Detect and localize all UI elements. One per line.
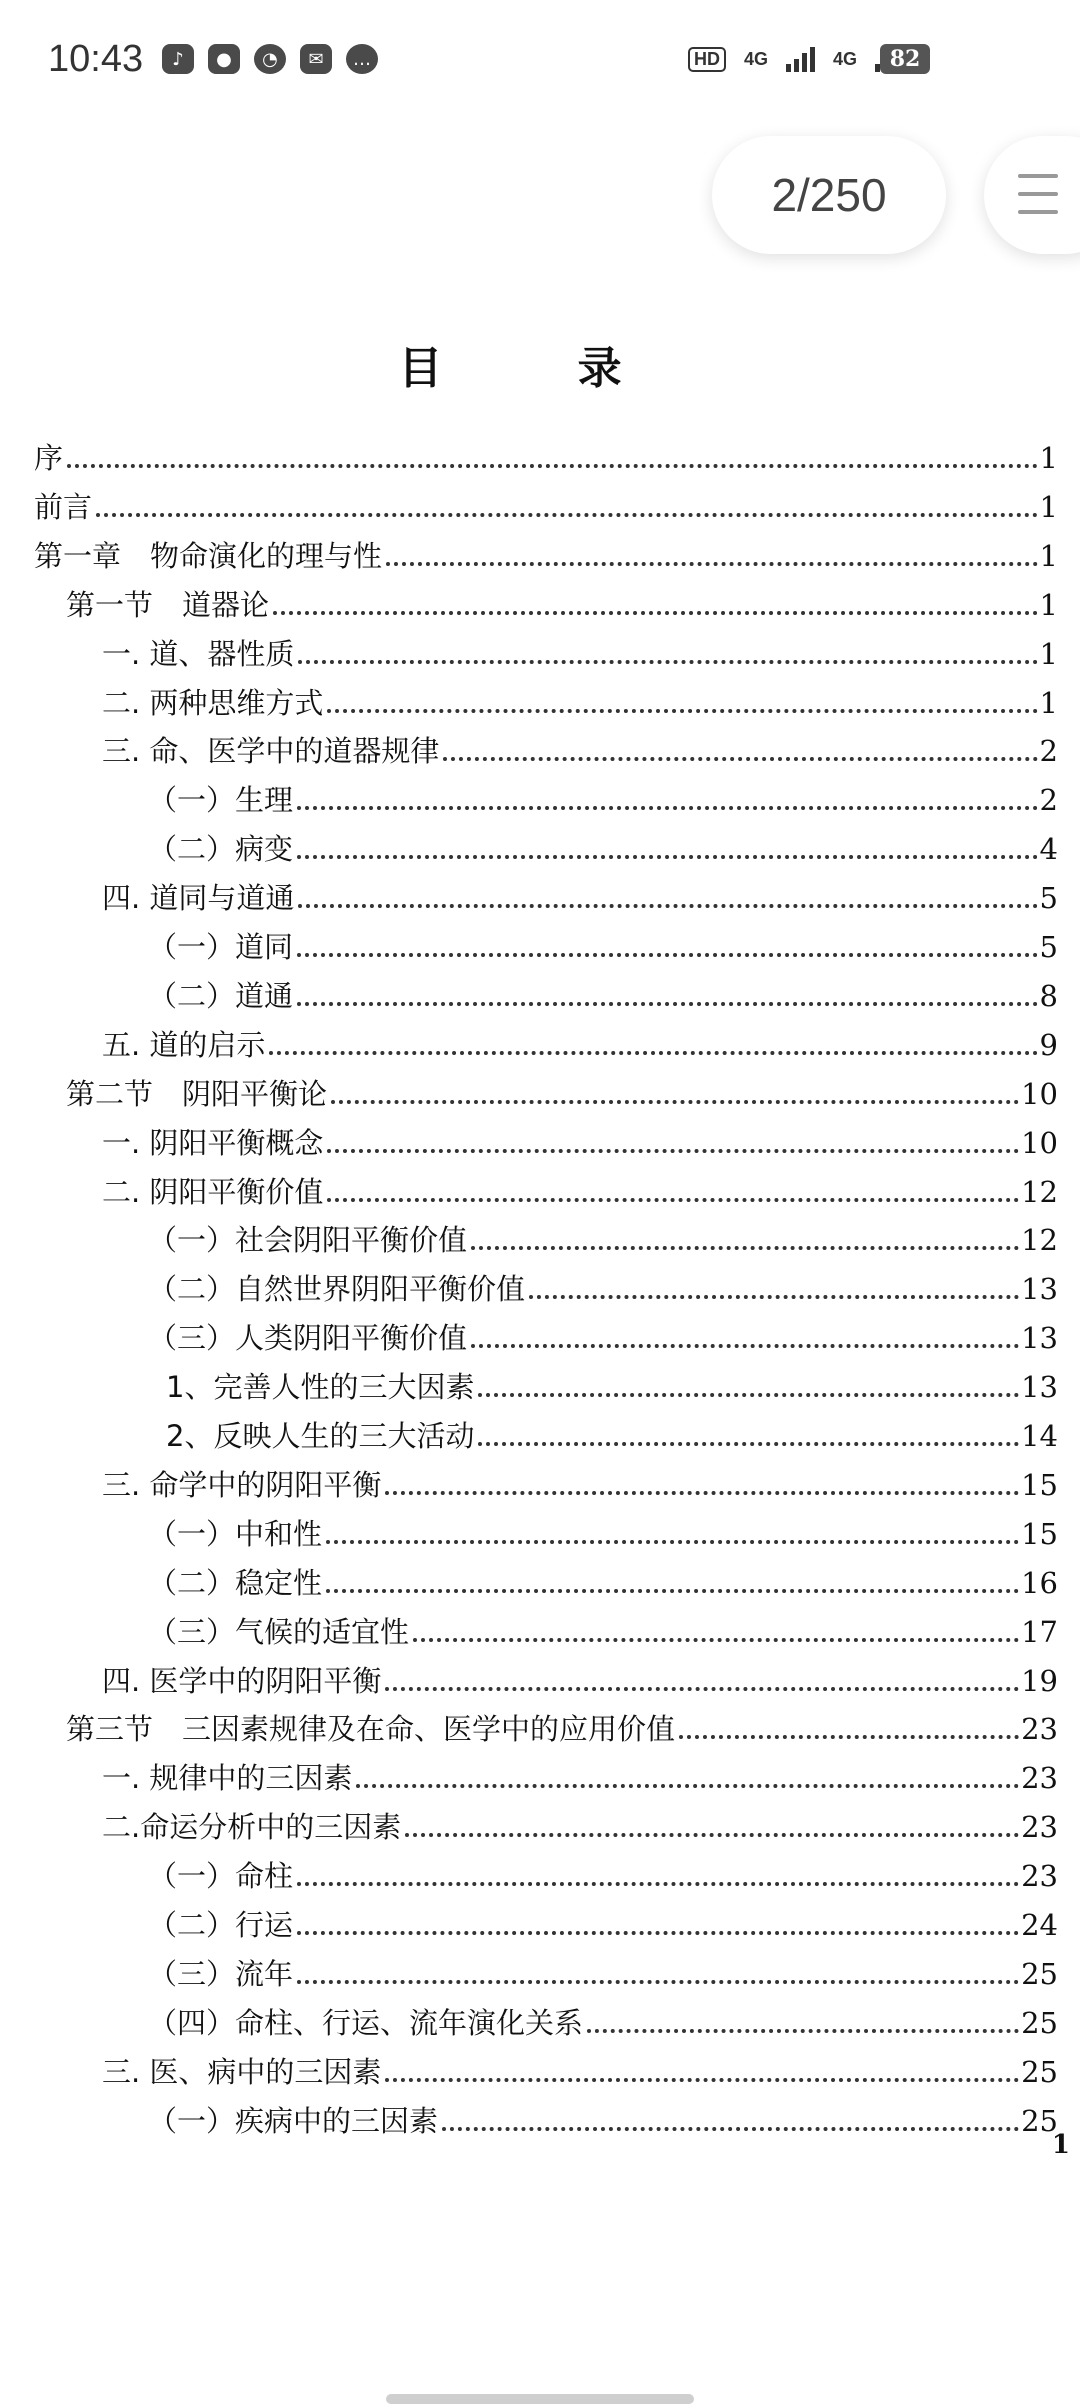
battery-icon (880, 44, 930, 74)
toc-entry-label: 四. 道同与道通 (102, 881, 295, 916)
toc-entry-page: 1 (1039, 587, 1058, 622)
toc-entry-page: 14 (1021, 1419, 1058, 1453)
toc-leader-dots (298, 904, 1037, 908)
toc-entry-page: 2 (1039, 783, 1058, 818)
toc-entry-label: 2、反映人生的三大活动 (166, 1419, 475, 1453)
toc-entry[interactable] (102, 870, 1058, 918)
toc-entry-page: 25 (1021, 1956, 1058, 1991)
page-indicator-label: 2/250 (771, 169, 887, 221)
toc-entry-label: （二）自然世界阴阳平衡价值 (148, 1272, 526, 1307)
toc-entry-label: 第一节 道器论 (66, 587, 270, 622)
notification-icons (162, 44, 378, 74)
toc-entry-page: 25 (1021, 2103, 1058, 2138)
wechat-icon: ● (208, 44, 240, 74)
toc-entry-page: 23 (1021, 1712, 1058, 1747)
toc-entry-page: 23 (1021, 1761, 1058, 1796)
toc-entry-page: 15 (1021, 1516, 1058, 1551)
toc-entry-label: 一. 规律中的三因素 (102, 1761, 353, 1796)
toc-entry[interactable] (148, 772, 1058, 820)
toc-entry[interactable] (148, 1310, 1058, 1358)
toc-entry[interactable] (148, 1848, 1058, 1896)
toc-leader-dots (326, 1589, 1019, 1593)
menu-button[interactable] (984, 136, 1080, 254)
toc-entry-label: （一）命柱 (148, 1859, 294, 1894)
toc-entry[interactable] (148, 919, 1058, 967)
toc-entry-label: 三. 医、病中的三因素 (102, 2054, 382, 2089)
toc-leader-dots (331, 1100, 1019, 1104)
toc-entry[interactable] (102, 1653, 1058, 1701)
toc-leader-dots (385, 1687, 1019, 1691)
toc-entry-label: 三. 命学中的阴阳平衡 (102, 1467, 382, 1502)
toc-entry-label: （一）道同 (148, 930, 294, 964)
toc-entry-label: （四）命柱、行运、流年演化关系 (148, 2005, 584, 2040)
toc-entry-page: 15 (1021, 1467, 1058, 1502)
toc-entry[interactable] (34, 430, 1058, 478)
battery-level: 82 (880, 44, 930, 74)
toc-entry[interactable] (166, 1408, 1058, 1456)
signal-icon (786, 46, 815, 72)
browser-icon: ◔ (254, 44, 286, 74)
toc-entry-page: 25 (1021, 2054, 1058, 2089)
toc-entry-page: 1 (1039, 685, 1058, 720)
toc-entry[interactable] (66, 1066, 1058, 1114)
toc-entry-page: 10 (1021, 1125, 1058, 1160)
status-bar (0, 0, 1080, 130)
toc-entry-page: 10 (1021, 1076, 1058, 1111)
toc-entry-page: 17 (1021, 1614, 1058, 1649)
network-label-2: 4G (832, 48, 857, 69)
toc-entry[interactable] (102, 1115, 1058, 1163)
toc-entry[interactable] (102, 1799, 1058, 1847)
toc-entry[interactable] (148, 1212, 1058, 1260)
toc-leader-dots (297, 1882, 1019, 1886)
footer-page-number: 1 (1051, 2130, 1070, 2160)
toc-entry-label: （一）生理 (148, 783, 294, 818)
network-label-1: 4G (743, 48, 768, 69)
toc-entry[interactable] (102, 675, 1058, 723)
toc-entry-page: 24 (1021, 1908, 1058, 1942)
toc-leader-dots (297, 1002, 1038, 1006)
toc-entry-page: 12 (1021, 1223, 1058, 1258)
toc-entry[interactable] (102, 2044, 1058, 2092)
toc-leader-dots (385, 1491, 1019, 1495)
toc-leader-dots (443, 757, 1037, 761)
toc-entry-label: （二）道通 (148, 978, 294, 1013)
toc-leader-dots (413, 1638, 1019, 1642)
toc-entry[interactable] (102, 1457, 1058, 1505)
toc-leader-dots (478, 1393, 1019, 1397)
toc-entry-label: 五. 道的启示 (102, 1027, 266, 1062)
toc-leader-dots (385, 2078, 1019, 2082)
toc-entry-label: 序 (34, 441, 64, 475)
toc-leader-dots (529, 1295, 1019, 1299)
toc-entry-label: 四. 医学中的阴阳平衡 (102, 1663, 382, 1698)
mail-icon: ✉ (300, 44, 332, 74)
toc-entry-page: 9 (1039, 1027, 1058, 1062)
toc-entry-page: 1 (1039, 489, 1058, 524)
toc-entry[interactable] (166, 1359, 1058, 1407)
toc-entry-page: 25 (1021, 2005, 1058, 2040)
toc-leader-dots (297, 1980, 1019, 1984)
toc-leader-dots (297, 806, 1038, 810)
toc-entry-page: 13 (1021, 1321, 1058, 1356)
toc-entry-page: 23 (1021, 1859, 1058, 1894)
toc-entry-page: 5 (1039, 930, 1058, 964)
toc-leader-dots (297, 1931, 1019, 1935)
toc-entry-label: （二）行运 (148, 1908, 294, 1942)
toc-entry-page: 1 (1039, 636, 1058, 671)
toc-entry-label: （二）稳定性 (148, 1565, 323, 1600)
toc-entry-label: （三）流年 (148, 1956, 294, 1991)
network-indicators (688, 46, 904, 72)
toc-entry[interactable] (148, 821, 1058, 869)
toc-leader-dots (96, 513, 1038, 517)
toc-entry-page: 1 (1039, 538, 1058, 573)
toc-entry[interactable] (102, 626, 1058, 674)
toc-entry-page: 4 (1039, 832, 1058, 867)
toc-entry-page: 19 (1021, 1663, 1058, 1698)
toc-leader-dots (478, 1442, 1019, 1446)
toc-leader-dots (327, 1149, 1019, 1153)
toc-entry-page: 12 (1021, 1174, 1058, 1209)
toc-leader-dots (326, 1540, 1019, 1544)
toc-entry[interactable] (148, 1995, 1058, 2043)
toc-entry-label: 一. 道、器性质 (102, 636, 295, 671)
toc-leader-dots (297, 953, 1038, 957)
toc-entry-page: 1 (1039, 441, 1058, 475)
toc-entry[interactable] (148, 1946, 1058, 1994)
toc-leader-dots (67, 464, 1038, 468)
toc-leader-dots (587, 2029, 1019, 2033)
toc-entry-label: 第一章 物命演化的理与性 (34, 538, 383, 573)
toc-entry-label: 第二节 阴阳平衡论 (66, 1076, 328, 1111)
toc-entry[interactable] (148, 1506, 1058, 1554)
message-icon: … (346, 44, 378, 74)
toc-entry[interactable] (102, 1750, 1058, 1798)
toc-leader-dots (356, 1784, 1019, 1788)
toc-entry-label: 二. 阴阳平衡价值 (102, 1174, 324, 1209)
toc-entry[interactable] (148, 1261, 1058, 1309)
toc-leader-dots (273, 611, 1038, 615)
toc-leader-dots (442, 2127, 1019, 2131)
toc-entry[interactable] (34, 528, 1058, 576)
toc-entry[interactable] (148, 1897, 1058, 1945)
toc-entry[interactable] (148, 1555, 1058, 1603)
status-time: 10:43 (48, 38, 144, 80)
toc-entry-label: 一. 阴阳平衡概念 (102, 1125, 324, 1160)
toc-leader-dots (269, 1051, 1037, 1055)
document-title: 目 录 (398, 343, 682, 394)
toc-leader-dots (386, 562, 1038, 566)
toc-leader-dots (298, 660, 1037, 664)
toc-entry-label: 二.命运分析中的三因素 (102, 1810, 402, 1845)
toc-entry-label: 二. 两种思维方式 (102, 685, 324, 720)
toc-entry[interactable] (148, 968, 1058, 1016)
toc-entry[interactable] (148, 2093, 1058, 2141)
toc-entry-page: 13 (1021, 1272, 1058, 1307)
toc-entry-label: （三）人类阴阳平衡价值 (148, 1321, 468, 1356)
toc-entry[interactable] (102, 1017, 1058, 1065)
toc-entry-page: 2 (1039, 734, 1058, 769)
toc-entry[interactable] (34, 479, 1058, 527)
toc-leader-dots (471, 1344, 1019, 1348)
toc-entry-page: 8 (1039, 978, 1058, 1013)
toc-entry-page: 16 (1021, 1565, 1058, 1600)
toc-entry[interactable] (102, 1164, 1058, 1212)
toc-entry[interactable] (66, 1701, 1058, 1749)
toc-entry-label: （二）病变 (148, 832, 294, 867)
hd-badge: HD (688, 47, 726, 72)
menu-icon (1018, 174, 1058, 228)
toc-entry-label: （一）中和性 (148, 1516, 323, 1551)
toc-entry[interactable] (148, 1604, 1058, 1652)
douyin-icon: ♪ (162, 44, 194, 74)
toc-leader-dots (471, 1246, 1019, 1250)
toc-entry-label: （一）疾病中的三因素 (148, 2103, 439, 2138)
toc-entry-label: 第三节 三因素规律及在命、医学中的应用价值 (66, 1712, 676, 1747)
toc-entry-label: 1、完善人性的三大因素 (166, 1370, 475, 1405)
page-indicator[interactable] (712, 136, 946, 254)
toc-entry-page: 5 (1039, 881, 1058, 916)
toc-entry-label: （三）气候的适宜性 (148, 1614, 410, 1649)
toc-leader-dots (405, 1833, 1019, 1837)
toc-leader-dots (327, 709, 1037, 713)
navigation-handle[interactable] (386, 2394, 694, 2404)
toc-entry[interactable] (66, 577, 1058, 625)
toc-entry-label: （一）社会阴阳平衡价值 (148, 1223, 468, 1258)
toc-leader-dots (327, 1198, 1019, 1202)
toc-leader-dots (297, 855, 1038, 859)
toc-entry-label: 前言 (34, 489, 93, 524)
toc-entry-label: 三. 命、医学中的道器规律 (102, 734, 440, 769)
toc-entry-page: 13 (1021, 1370, 1058, 1405)
toc-entry[interactable] (102, 723, 1058, 771)
toc-entry-page: 23 (1021, 1810, 1058, 1845)
toc-leader-dots (679, 1735, 1019, 1739)
